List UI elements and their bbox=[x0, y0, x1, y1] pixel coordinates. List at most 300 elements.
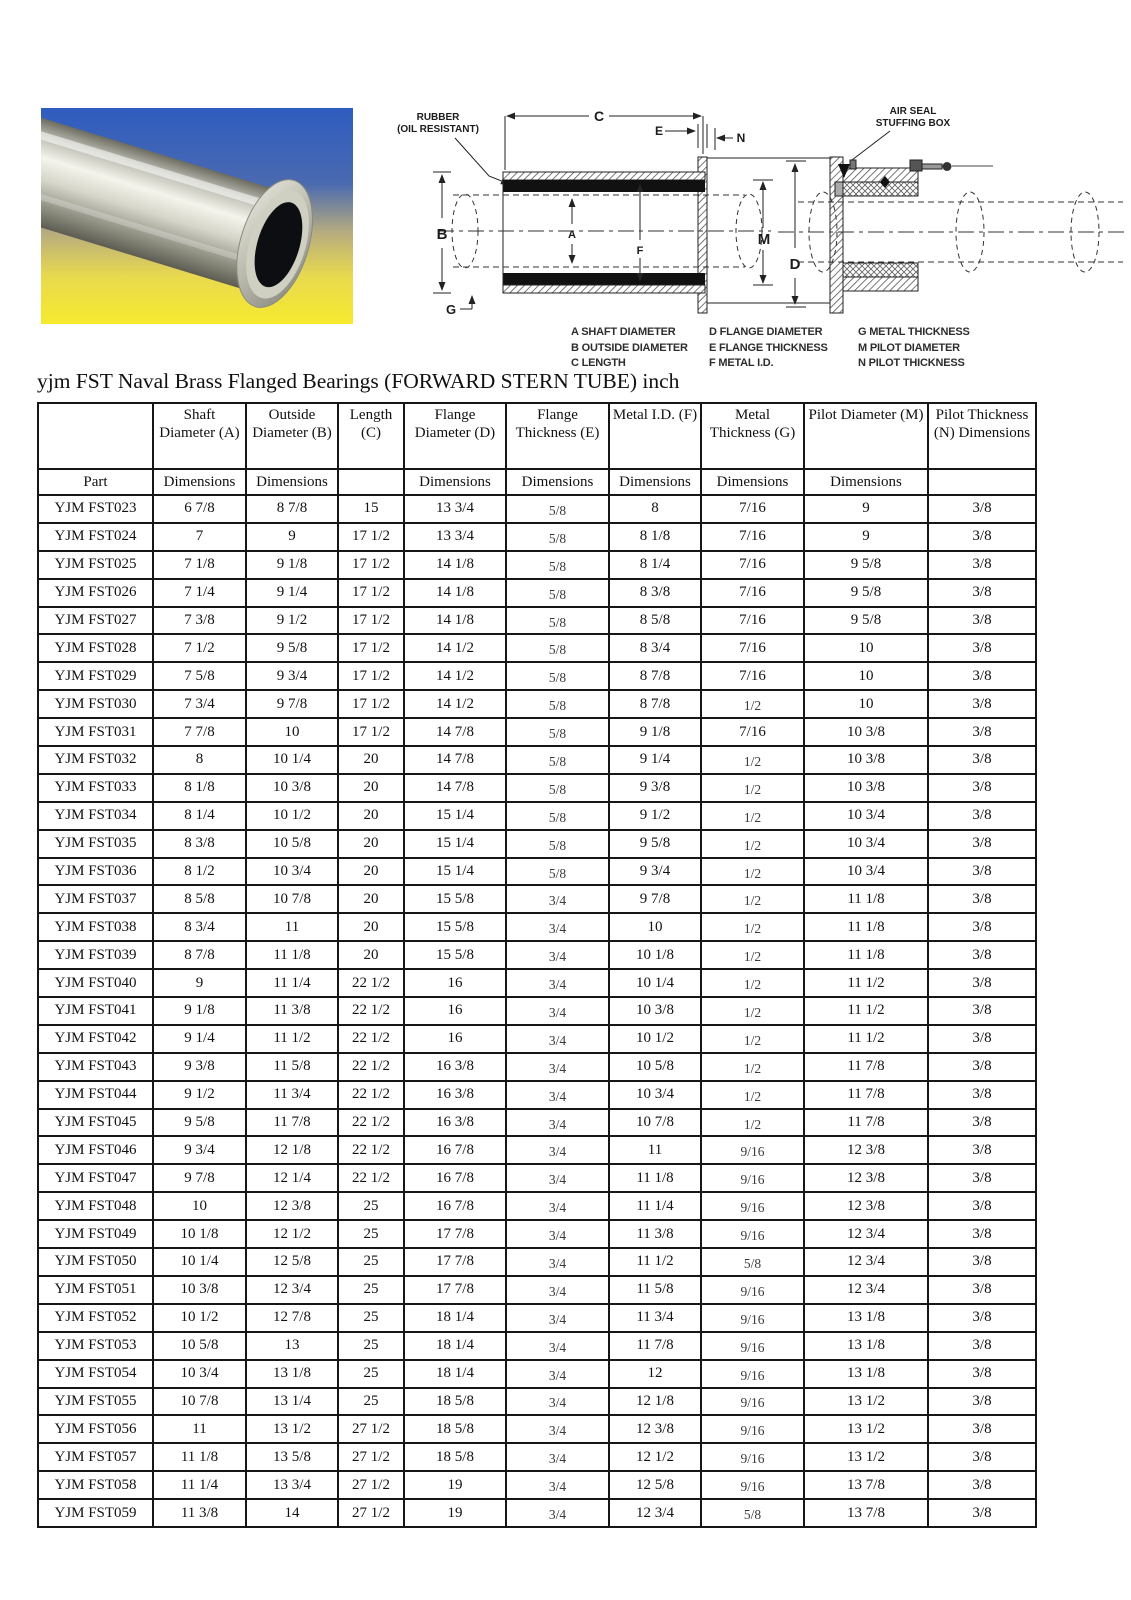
table-row bbox=[38, 913, 1036, 941]
value-cell: 10 3/8 bbox=[804, 746, 928, 774]
table-row bbox=[38, 523, 1036, 551]
value-cell: 11 3/8 bbox=[153, 1499, 246, 1527]
value-cell: 12 3/4 bbox=[246, 1276, 338, 1304]
value-cell: 9/16 bbox=[701, 1278, 804, 1306]
value-cell: 1/2 bbox=[701, 999, 804, 1027]
value-cell: 7 5/8 bbox=[153, 662, 246, 690]
value-cell: 10 5/8 bbox=[609, 1053, 701, 1081]
value-cell: 10 3/8 bbox=[804, 718, 928, 746]
value-cell: 9 3/4 bbox=[609, 858, 701, 886]
value-cell: 12 3/8 bbox=[609, 1415, 701, 1443]
value-cell: 7/16 bbox=[701, 718, 804, 746]
table-row bbox=[38, 1276, 1036, 1304]
value-cell: 9 bbox=[804, 495, 928, 523]
value-cell: 3/8 bbox=[928, 1081, 1036, 1109]
value-cell: 3/4 bbox=[506, 1083, 609, 1111]
value-cell: 9 7/8 bbox=[609, 885, 701, 913]
value-cell: 15 5/8 bbox=[404, 913, 506, 941]
diagram-legend-col1 bbox=[571, 325, 688, 372]
header-cell: Outside Diameter (B) bbox=[246, 403, 338, 469]
value-cell: 14 1/2 bbox=[404, 634, 506, 662]
value-cell: 3/4 bbox=[506, 1138, 609, 1166]
table-row bbox=[38, 690, 1036, 718]
value-cell: 15 bbox=[338, 495, 404, 523]
value-cell: 17 1/2 bbox=[338, 579, 404, 607]
value-cell: 9 3/4 bbox=[246, 662, 338, 690]
dim-m-label: M bbox=[757, 231, 771, 248]
product-photo bbox=[41, 108, 353, 324]
value-cell: 18 5/8 bbox=[404, 1415, 506, 1443]
value-cell: 11 bbox=[609, 1136, 701, 1164]
table-row bbox=[38, 1471, 1036, 1499]
value-cell: 3/4 bbox=[506, 1445, 609, 1473]
value-cell: 3/4 bbox=[506, 1473, 609, 1501]
value-cell: 9 5/8 bbox=[804, 579, 928, 607]
value-cell: 13 1/8 bbox=[246, 1360, 338, 1388]
value-cell: 7/16 bbox=[701, 607, 804, 635]
value-cell: 5/8 bbox=[506, 720, 609, 748]
value-cell: 8 7/8 bbox=[246, 495, 338, 523]
table-row bbox=[38, 1192, 1036, 1220]
value-cell: 3/8 bbox=[928, 941, 1036, 969]
value-cell: 20 bbox=[338, 885, 404, 913]
part-cell: YJM FST025 bbox=[38, 551, 153, 579]
part-cell: YJM FST031 bbox=[38, 718, 153, 746]
table-row bbox=[38, 1499, 1036, 1527]
value-cell: 3/8 bbox=[928, 774, 1036, 802]
value-cell: 12 3/8 bbox=[804, 1136, 928, 1164]
value-cell: 20 bbox=[338, 830, 404, 858]
value-cell: 11 1/2 bbox=[246, 1025, 338, 1053]
legend-item: D FLANGE DIAMETER bbox=[709, 326, 823, 338]
value-cell: 25 bbox=[338, 1276, 404, 1304]
value-cell: 17 7/8 bbox=[404, 1220, 506, 1248]
value-cell: 9/16 bbox=[701, 1138, 804, 1166]
table-row bbox=[38, 1248, 1036, 1276]
value-cell: 9/16 bbox=[701, 1417, 804, 1445]
value-cell: 5/8 bbox=[506, 776, 609, 804]
value-cell: 25 bbox=[338, 1192, 404, 1220]
table-row bbox=[38, 802, 1036, 830]
table-row bbox=[38, 885, 1036, 913]
value-cell: 9 5/8 bbox=[246, 634, 338, 662]
value-cell: 10 bbox=[804, 662, 928, 690]
header-cell: Metal Thickness (G) bbox=[701, 403, 804, 469]
part-cell: YJM FST055 bbox=[38, 1388, 153, 1416]
value-cell: 9 bbox=[246, 523, 338, 551]
value-cell: 3/8 bbox=[928, 1276, 1036, 1304]
value-cell: 10 bbox=[153, 1192, 246, 1220]
value-cell: 8 5/8 bbox=[609, 607, 701, 635]
value-cell: 13 7/8 bbox=[804, 1471, 928, 1499]
value-cell: 11 5/8 bbox=[246, 1053, 338, 1081]
value-cell: 25 bbox=[338, 1220, 404, 1248]
part-cell: YJM FST038 bbox=[38, 913, 153, 941]
table-row bbox=[38, 1109, 1036, 1137]
value-cell: 10 bbox=[804, 690, 928, 718]
value-cell: 10 1/2 bbox=[609, 1025, 701, 1053]
value-cell: 3/8 bbox=[928, 718, 1036, 746]
table-row bbox=[38, 1136, 1036, 1164]
value-cell: 9 bbox=[804, 523, 928, 551]
value-cell: 8 1/4 bbox=[609, 551, 701, 579]
value-cell: 11 bbox=[246, 913, 338, 941]
table-row bbox=[38, 662, 1036, 690]
value-cell: 11 3/8 bbox=[609, 1220, 701, 1248]
value-cell: 12 3/8 bbox=[246, 1192, 338, 1220]
value-cell: 9/16 bbox=[701, 1194, 804, 1222]
legend-item: E FLANGE THICKNESS bbox=[709, 341, 828, 354]
value-cell: 11 1/2 bbox=[804, 997, 928, 1025]
value-cell: 10 3/4 bbox=[246, 858, 338, 886]
value-cell: 7 3/4 bbox=[153, 690, 246, 718]
value-cell: 10 5/8 bbox=[246, 830, 338, 858]
part-cell: YJM FST033 bbox=[38, 774, 153, 802]
value-cell: 9 1/8 bbox=[609, 718, 701, 746]
value-cell: 11 3/4 bbox=[609, 1304, 701, 1332]
table-row bbox=[38, 1025, 1036, 1053]
value-cell: 3/4 bbox=[506, 1166, 609, 1194]
value-cell: 8 1/2 bbox=[153, 858, 246, 886]
value-cell: 10 bbox=[246, 718, 338, 746]
value-cell: 18 1/4 bbox=[404, 1304, 506, 1332]
value-cell: 1/2 bbox=[701, 1111, 804, 1139]
value-cell: 16 bbox=[404, 969, 506, 997]
value-cell: 22 1/2 bbox=[338, 997, 404, 1025]
legend-item: F METAL I.D. bbox=[709, 357, 774, 369]
value-cell: 12 7/8 bbox=[246, 1304, 338, 1332]
value-cell: 8 3/4 bbox=[153, 913, 246, 941]
part-cell: YJM FST035 bbox=[38, 830, 153, 858]
value-cell: 1/2 bbox=[701, 692, 804, 720]
table-row bbox=[38, 634, 1036, 662]
part-cell: YJM FST051 bbox=[38, 1276, 153, 1304]
value-cell: 18 1/4 bbox=[404, 1332, 506, 1360]
value-cell: 9/16 bbox=[701, 1166, 804, 1194]
dim-d-label: D bbox=[789, 256, 801, 273]
value-cell: 14 bbox=[246, 1499, 338, 1527]
value-cell: 3/8 bbox=[928, 1192, 1036, 1220]
value-cell: 10 bbox=[804, 634, 928, 662]
header-cell: Dimensions bbox=[153, 469, 246, 495]
table-row bbox=[38, 997, 1036, 1025]
value-cell: 11 3/4 bbox=[246, 1081, 338, 1109]
part-cell: YJM FST023 bbox=[38, 495, 153, 523]
value-cell: 12 1/2 bbox=[246, 1220, 338, 1248]
header-cell: Dimensions bbox=[404, 469, 506, 495]
value-cell: 9 3/8 bbox=[153, 1053, 246, 1081]
value-cell: 10 5/8 bbox=[153, 1332, 246, 1360]
value-cell: 8 7/8 bbox=[609, 662, 701, 690]
value-cell: 16 3/8 bbox=[404, 1053, 506, 1081]
table-row bbox=[38, 830, 1036, 858]
value-cell: 27 1/2 bbox=[338, 1499, 404, 1527]
value-cell: 9/16 bbox=[701, 1306, 804, 1334]
value-cell: 9 1/8 bbox=[153, 997, 246, 1025]
table-row bbox=[38, 1360, 1036, 1388]
header-cell bbox=[38, 403, 153, 469]
header-cell: Length (C) bbox=[338, 403, 404, 469]
part-cell: YJM FST032 bbox=[38, 746, 153, 774]
value-cell: 14 7/8 bbox=[404, 774, 506, 802]
value-cell: 12 5/8 bbox=[609, 1471, 701, 1499]
value-cell: 13 1/2 bbox=[804, 1415, 928, 1443]
value-cell: 9 1/4 bbox=[246, 579, 338, 607]
value-cell: 11 7/8 bbox=[804, 1053, 928, 1081]
value-cell: 3/4 bbox=[506, 1250, 609, 1278]
value-cell: 10 3/4 bbox=[153, 1360, 246, 1388]
value-cell: 7/16 bbox=[701, 495, 804, 523]
table-row bbox=[38, 1081, 1036, 1109]
value-cell: 27 1/2 bbox=[338, 1415, 404, 1443]
value-cell: 3/8 bbox=[928, 830, 1036, 858]
value-cell: 25 bbox=[338, 1304, 404, 1332]
value-cell: 3/8 bbox=[928, 969, 1036, 997]
value-cell: 1/2 bbox=[701, 943, 804, 971]
value-cell: 3/8 bbox=[928, 1471, 1036, 1499]
value-cell: 20 bbox=[338, 746, 404, 774]
value-cell: 15 1/4 bbox=[404, 858, 506, 886]
value-cell: 8 3/8 bbox=[153, 830, 246, 858]
table-row bbox=[38, 1443, 1036, 1471]
header-cell: Dimensions bbox=[506, 469, 609, 495]
value-cell: 5/8 bbox=[506, 525, 609, 553]
value-cell: 12 5/8 bbox=[246, 1248, 338, 1276]
value-cell: 3/8 bbox=[928, 1136, 1036, 1164]
value-cell: 1/2 bbox=[701, 1083, 804, 1111]
value-cell: 20 bbox=[338, 802, 404, 830]
value-cell: 5/8 bbox=[701, 1250, 804, 1278]
part-cell: YJM FST053 bbox=[38, 1332, 153, 1360]
value-cell: 3/8 bbox=[928, 1443, 1036, 1471]
value-cell: 1/2 bbox=[701, 804, 804, 832]
value-cell: 19 bbox=[404, 1499, 506, 1527]
value-cell: 3/8 bbox=[928, 1109, 1036, 1137]
value-cell: 13 7/8 bbox=[804, 1499, 928, 1527]
value-cell: 18 5/8 bbox=[404, 1388, 506, 1416]
table-row bbox=[38, 718, 1036, 746]
value-cell: 3/4 bbox=[506, 999, 609, 1027]
value-cell: 9 1/2 bbox=[246, 607, 338, 635]
value-cell: 5/8 bbox=[701, 1501, 804, 1529]
value-cell: 8 1/8 bbox=[153, 774, 246, 802]
part-cell: YJM FST047 bbox=[38, 1164, 153, 1192]
value-cell: 3/8 bbox=[928, 1025, 1036, 1053]
value-cell: 1/2 bbox=[701, 1027, 804, 1055]
part-cell: YJM FST024 bbox=[38, 523, 153, 551]
value-cell: 3/4 bbox=[506, 1055, 609, 1083]
header-cell: Dimensions bbox=[609, 469, 701, 495]
value-cell: 3/4 bbox=[506, 1111, 609, 1139]
value-cell: 14 1/2 bbox=[404, 690, 506, 718]
value-cell: 11 1/2 bbox=[804, 1025, 928, 1053]
value-cell: 9 3/4 bbox=[153, 1136, 246, 1164]
value-cell: 25 bbox=[338, 1248, 404, 1276]
value-cell: 3/8 bbox=[928, 1220, 1036, 1248]
value-cell: 10 7/8 bbox=[609, 1109, 701, 1137]
table-row bbox=[38, 551, 1036, 579]
table-header-row-2 bbox=[38, 469, 1036, 495]
value-cell: 3/8 bbox=[928, 746, 1036, 774]
part-cell: YJM FST036 bbox=[38, 858, 153, 886]
value-cell: 11 1/8 bbox=[153, 1443, 246, 1471]
value-cell: 11 1/2 bbox=[609, 1248, 701, 1276]
value-cell: 8 bbox=[609, 495, 701, 523]
legend-item: N PILOT THICKNESS bbox=[858, 357, 965, 369]
value-cell: 14 7/8 bbox=[404, 746, 506, 774]
value-cell: 3/4 bbox=[506, 1362, 609, 1390]
value-cell: 11 7/8 bbox=[609, 1332, 701, 1360]
value-cell: 19 bbox=[404, 1471, 506, 1499]
legend-item: G METAL THICKNESS bbox=[858, 326, 970, 338]
value-cell: 9 1/8 bbox=[246, 551, 338, 579]
value-cell: 11 1/8 bbox=[609, 1164, 701, 1192]
value-cell: 1/2 bbox=[701, 915, 804, 943]
value-cell: 8 7/8 bbox=[153, 941, 246, 969]
value-cell: 5/8 bbox=[506, 581, 609, 609]
value-cell: 17 1/2 bbox=[338, 662, 404, 690]
diagram-legend-col3 bbox=[858, 325, 970, 372]
value-cell: 7 7/8 bbox=[153, 718, 246, 746]
value-cell: 10 3/4 bbox=[609, 1081, 701, 1109]
dim-a-label: A bbox=[568, 229, 576, 241]
value-cell: 3/4 bbox=[506, 1334, 609, 1362]
value-cell: 10 3/8 bbox=[153, 1276, 246, 1304]
header-cell: Shaft Diameter (A) bbox=[153, 403, 246, 469]
value-cell: 12 3/4 bbox=[804, 1220, 928, 1248]
part-cell: YJM FST039 bbox=[38, 941, 153, 969]
table-row bbox=[38, 969, 1036, 997]
value-cell: 10 1/4 bbox=[609, 969, 701, 997]
value-cell: 3/4 bbox=[506, 1390, 609, 1418]
value-cell: 10 7/8 bbox=[153, 1388, 246, 1416]
value-cell: 14 1/8 bbox=[404, 579, 506, 607]
value-cell: 7 bbox=[153, 523, 246, 551]
value-cell: 7/16 bbox=[701, 579, 804, 607]
value-cell: 12 bbox=[609, 1360, 701, 1388]
value-cell: 7 1/4 bbox=[153, 579, 246, 607]
value-cell: 11 7/8 bbox=[246, 1109, 338, 1137]
value-cell: 11 7/8 bbox=[804, 1109, 928, 1137]
dim-c-label: C bbox=[593, 108, 605, 124]
part-cell: YJM FST041 bbox=[38, 997, 153, 1025]
value-cell: 3/8 bbox=[928, 579, 1036, 607]
value-cell: 16 7/8 bbox=[404, 1164, 506, 1192]
value-cell: 12 3/4 bbox=[609, 1499, 701, 1527]
value-cell: 12 1/8 bbox=[246, 1136, 338, 1164]
table-row bbox=[38, 1220, 1036, 1248]
value-cell: 3/8 bbox=[928, 1499, 1036, 1527]
value-cell: 3/4 bbox=[506, 1417, 609, 1445]
value-cell: 9 1/2 bbox=[609, 802, 701, 830]
value-cell: 17 1/2 bbox=[338, 551, 404, 579]
value-cell: 3/8 bbox=[928, 1332, 1036, 1360]
value-cell: 9 5/8 bbox=[153, 1109, 246, 1137]
value-cell: 13 1/8 bbox=[804, 1360, 928, 1388]
part-cell: YJM FST050 bbox=[38, 1248, 153, 1276]
value-cell: 13 1/8 bbox=[804, 1332, 928, 1360]
part-cell: YJM FST048 bbox=[38, 1192, 153, 1220]
spec-table bbox=[37, 402, 1037, 1528]
value-cell: 7/16 bbox=[701, 634, 804, 662]
header-cell: Pilot Thickness (N) Dimensions bbox=[928, 403, 1036, 469]
part-cell: YJM FST029 bbox=[38, 662, 153, 690]
value-cell: 3/8 bbox=[928, 634, 1036, 662]
table-row bbox=[38, 774, 1036, 802]
value-cell: 13 5/8 bbox=[246, 1443, 338, 1471]
value-cell: 3/8 bbox=[928, 690, 1036, 718]
value-cell: 3/8 bbox=[928, 1360, 1036, 1388]
value-cell: 9 bbox=[153, 969, 246, 997]
value-cell: 27 1/2 bbox=[338, 1443, 404, 1471]
value-cell: 25 bbox=[338, 1360, 404, 1388]
value-cell: 3/8 bbox=[928, 1388, 1036, 1416]
header-cell: Metal I.D. (F) bbox=[609, 403, 701, 469]
value-cell: 12 1/4 bbox=[246, 1164, 338, 1192]
header-cell: Flange Thickness (E) bbox=[506, 403, 609, 469]
value-cell: 17 1/2 bbox=[338, 607, 404, 635]
table-row bbox=[38, 1332, 1036, 1360]
air-seal-label-line1: AIR SEAL bbox=[889, 106, 937, 117]
header-cell: Dimensions bbox=[246, 469, 338, 495]
value-cell: 8 3/4 bbox=[609, 634, 701, 662]
value-cell: 9/16 bbox=[701, 1362, 804, 1390]
dim-g-label: G bbox=[445, 302, 457, 317]
part-cell: YJM FST028 bbox=[38, 634, 153, 662]
dim-n-label: N bbox=[736, 131, 746, 145]
header-cell: Part bbox=[38, 469, 153, 495]
header-cell: Dimensions bbox=[804, 469, 928, 495]
value-cell: 10 7/8 bbox=[246, 885, 338, 913]
value-cell: 3/8 bbox=[928, 858, 1036, 886]
value-cell: 22 1/2 bbox=[338, 1025, 404, 1053]
rubber-label-line1: RUBBER bbox=[416, 112, 460, 123]
value-cell: 10 1/4 bbox=[246, 746, 338, 774]
value-cell: 11 1/8 bbox=[246, 941, 338, 969]
value-cell: 10 3/8 bbox=[246, 774, 338, 802]
value-cell: 13 1/2 bbox=[804, 1388, 928, 1416]
legend-item: B OUTSIDE DIAMETER bbox=[571, 341, 688, 354]
value-cell: 5/8 bbox=[506, 664, 609, 692]
value-cell: 3/8 bbox=[928, 662, 1036, 690]
value-cell: 15 1/4 bbox=[404, 802, 506, 830]
value-cell: 22 1/2 bbox=[338, 1136, 404, 1164]
value-cell: 15 5/8 bbox=[404, 885, 506, 913]
value-cell: 12 3/8 bbox=[804, 1164, 928, 1192]
value-cell: 8 7/8 bbox=[609, 690, 701, 718]
value-cell: 3/8 bbox=[928, 551, 1036, 579]
value-cell: 10 1/8 bbox=[609, 941, 701, 969]
rubber-label-line2: (OIL RESISTANT) bbox=[397, 124, 479, 135]
value-cell: 8 5/8 bbox=[153, 885, 246, 913]
value-cell: 1/2 bbox=[701, 832, 804, 860]
value-cell: 10 bbox=[609, 913, 701, 941]
value-cell: 9/16 bbox=[701, 1222, 804, 1250]
dim-b-label: B bbox=[436, 226, 448, 243]
value-cell: 3/4 bbox=[506, 971, 609, 999]
value-cell: 13 1/8 bbox=[804, 1304, 928, 1332]
header-cell: Pilot Diameter (M) bbox=[804, 403, 928, 469]
value-cell: 5/8 bbox=[506, 553, 609, 581]
value-cell: 3/8 bbox=[928, 607, 1036, 635]
value-cell: 9 1/4 bbox=[609, 746, 701, 774]
value-cell: 11 7/8 bbox=[804, 1081, 928, 1109]
table-row bbox=[38, 1388, 1036, 1416]
value-cell: 20 bbox=[338, 858, 404, 886]
value-cell: 5/8 bbox=[506, 804, 609, 832]
header-cell: Flange Diameter (D) bbox=[404, 403, 506, 469]
value-cell: 12 3/8 bbox=[804, 1192, 928, 1220]
